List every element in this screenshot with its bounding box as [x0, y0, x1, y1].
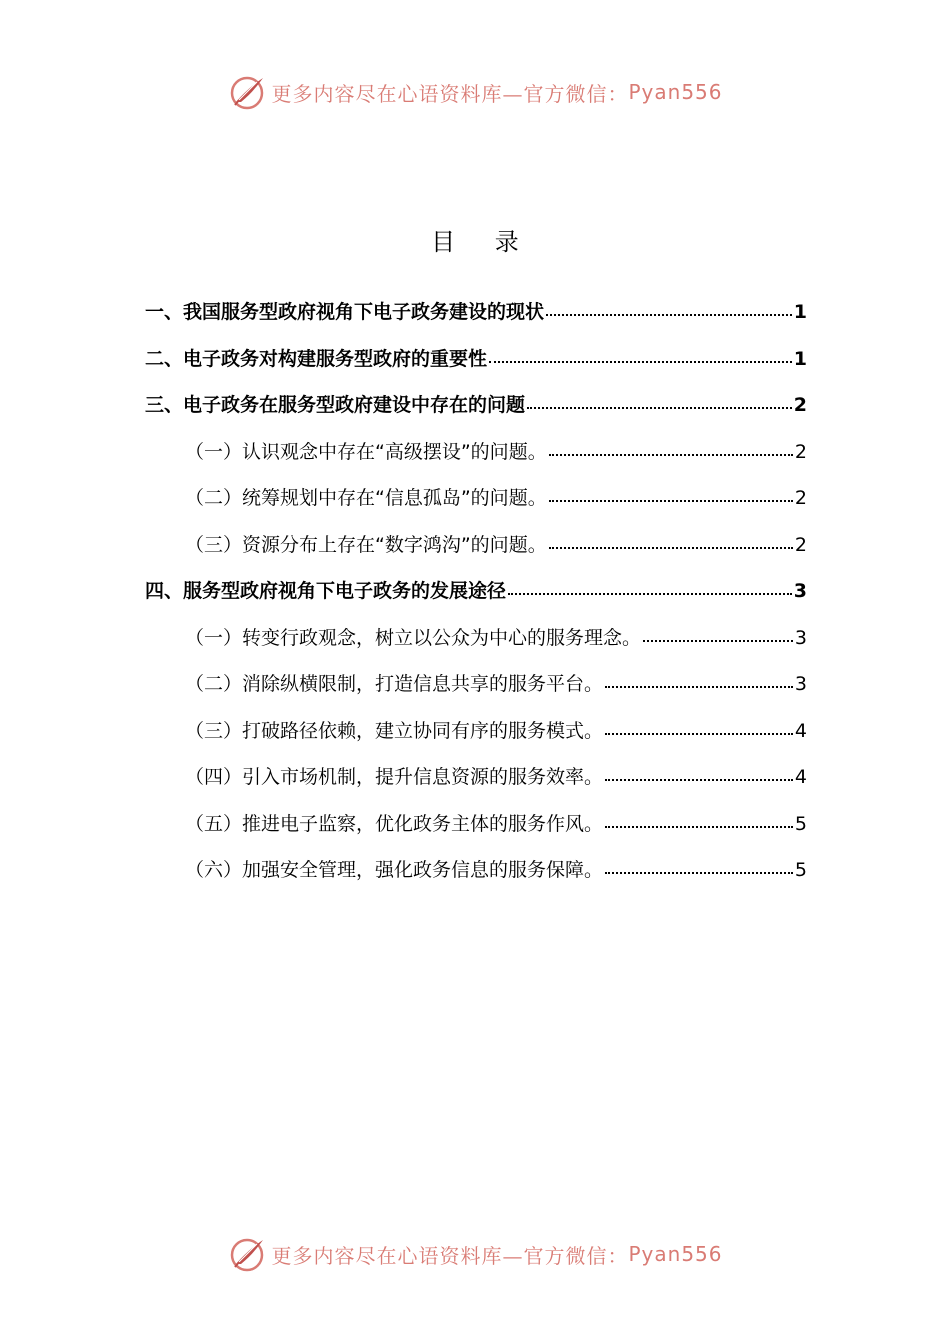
toc-subsection-entry[interactable] [145, 850, 807, 897]
toc-section-entry[interactable] [145, 571, 807, 618]
watermark-text: 更多内容尽在心语资料库—官方微信： [271, 1243, 629, 1268]
toc-section-entry[interactable] [145, 292, 807, 339]
toc-dot-leader [527, 383, 792, 409]
toc-page-number: 4 [794, 719, 807, 742]
toc-section-entry[interactable] [145, 339, 807, 386]
toc-dot-leader [605, 709, 793, 735]
toc-entry-label: （一）转变行政观念，树立以公众为中心的服务理念。 [185, 626, 642, 649]
toc-entry-label: 四、服务型政府视角下电子政务的发展途径 [145, 580, 507, 602]
toc-page-number: 5 [794, 812, 807, 835]
toc-page-number: 3 [793, 580, 807, 602]
toc-entry-label: （二）统筹规划中存在“信息孤岛”的问题。 [185, 487, 547, 509]
toc-dot-leader [549, 523, 793, 549]
toc-entry-label: 二、电子政务对构建服务型政府的重要性 [145, 347, 488, 370]
toc-page-number: 3 [794, 626, 807, 649]
toc-subsection-entry[interactable] [145, 618, 807, 665]
footer-watermark [0, 1232, 950, 1276]
toc-page-number: 5 [794, 859, 807, 881]
toc-subsection-entry[interactable] [145, 478, 807, 525]
table-of-contents [145, 292, 807, 897]
toc-page-number: 3 [794, 673, 807, 695]
toc-entry-label: （二）消除纵横限制，打造信息共享的服务平台。 [185, 673, 604, 695]
toc-entry-label: （一）认识观念中存在“高级摆设”的问题。 [185, 440, 547, 463]
toc-dot-leader [549, 430, 793, 456]
toc-dot-leader [605, 802, 793, 828]
watermark-handle: Pyan556 [628, 80, 723, 104]
toc-page-number: 2 [793, 394, 807, 416]
toc-subsection-entry[interactable] [145, 664, 807, 711]
watermark-handle: Pyan556 [628, 1242, 723, 1266]
toc-dot-leader [546, 290, 792, 316]
toc-dot-leader [605, 755, 793, 781]
toc-page-number: 2 [794, 533, 807, 556]
toc-subsection-entry[interactable] [145, 757, 807, 804]
watermark-text: 更多内容尽在心语资料库—官方微信： [271, 81, 629, 106]
toc-dot-leader [549, 476, 793, 502]
toc-entry-label: 三、电子政务在服务型政府建设中存在的问题 [145, 394, 526, 416]
toc-dot-leader [489, 337, 792, 363]
toc-entry-label: （五）推进电子监察，优化政务主体的服务作风。 [185, 812, 604, 835]
toc-title: 目 录 [431, 228, 535, 256]
toc-dot-leader [508, 569, 792, 595]
toc-entry-label: （三）资源分布上存在“数字鸿沟”的问题。 [185, 533, 547, 556]
toc-dot-leader [605, 662, 793, 688]
toc-section-entry[interactable] [145, 385, 807, 432]
toc-entry-label: （六）加强安全管理，强化政务信息的服务保障。 [185, 859, 604, 881]
toc-subsection-entry[interactable] [145, 804, 807, 851]
toc-page-number: 1 [793, 347, 807, 370]
toc-subsection-entry[interactable] [145, 525, 807, 572]
feather-pen-logo-icon [227, 1234, 267, 1274]
feather-pen-logo-icon [227, 72, 267, 112]
toc-dot-leader [643, 616, 793, 642]
header-watermark [0, 70, 950, 114]
toc-entry-label: （四）引入市场机制，提升信息资源的服务效率。 [185, 766, 604, 788]
toc-page-number: 1 [793, 301, 807, 323]
toc-dot-leader [605, 848, 793, 874]
toc-entry-label: （三）打破路径依赖，建立协同有序的服务模式。 [185, 719, 604, 742]
toc-subsection-entry[interactable] [145, 711, 807, 758]
toc-subsection-entry[interactable] [145, 432, 807, 479]
toc-page-number: 2 [794, 487, 807, 509]
toc-entry-label: 一、我国服务型政府视角下电子政务建设的现状 [145, 301, 545, 323]
toc-page-number: 2 [794, 440, 807, 463]
toc-page-number: 4 [794, 766, 807, 788]
